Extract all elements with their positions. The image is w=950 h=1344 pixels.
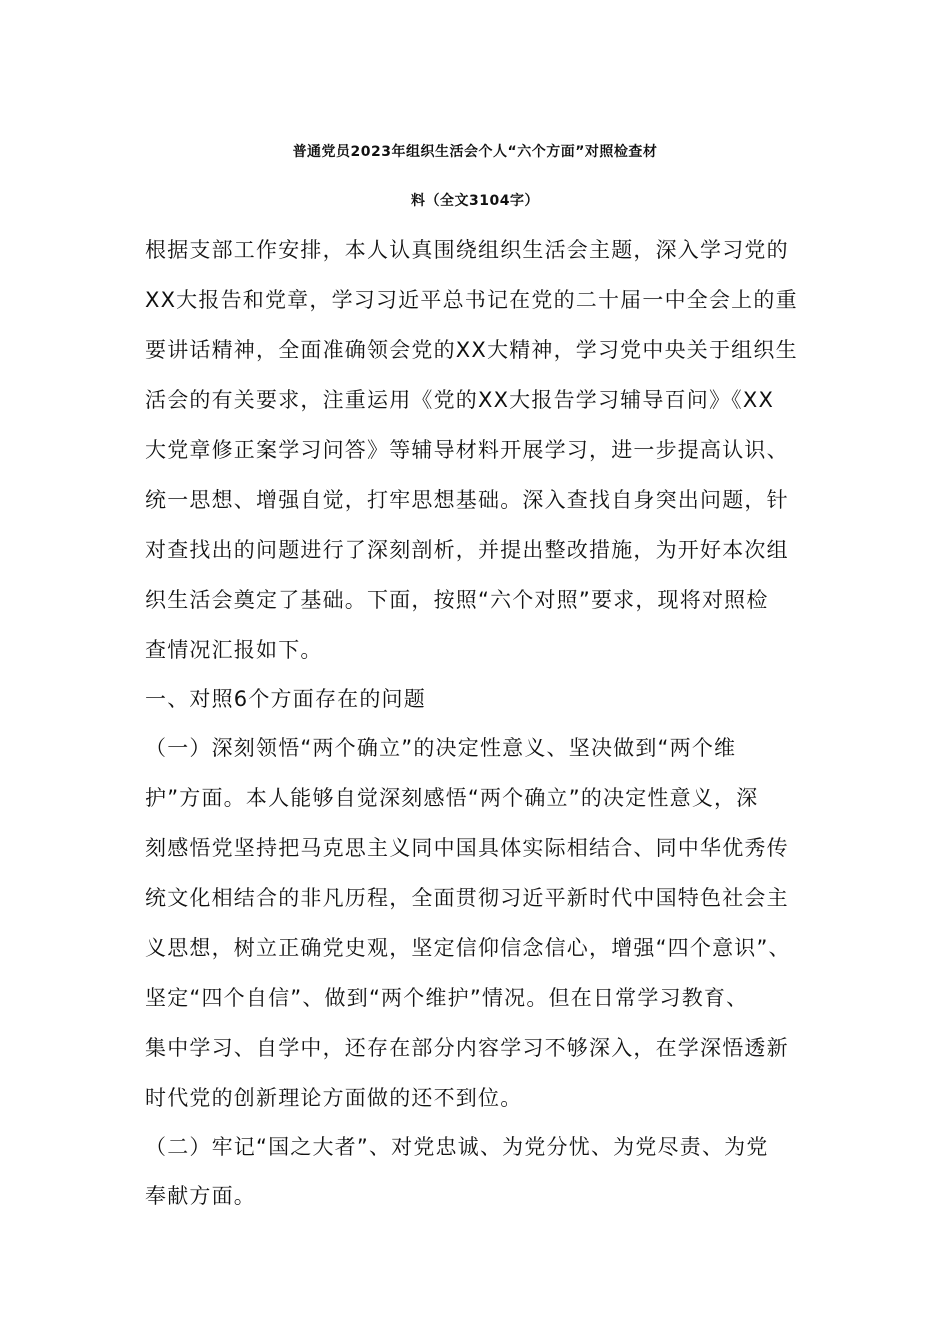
body-line: 坚定“四个自信”、做到“两个维护”情况。但在日常学习教育、 xyxy=(145,986,749,1010)
body-line: XX大报告和党章，学习习近平总书记在党的二十届一中全会上的重 xyxy=(145,288,798,312)
body-line: 要讲话精神，全面准确领会党的XX大精神，学习党中央关于组织生 xyxy=(145,338,798,362)
body-line: 护”方面。本人能够自觉深刻感悟“两个确立”的决定性意义，深 xyxy=(145,786,759,810)
body-line: 织生活会奠定了基础。下面，按照“六个对照”要求，现将对照检 xyxy=(145,588,769,612)
body-line: 时代党的创新理论方面做的还不到位。 xyxy=(145,1086,523,1110)
subsection-heading: （一）深刻领悟“两个确立”的决定性意义、坚决做到“两个维 xyxy=(145,736,737,760)
body-line: 刻感悟党坚持把马克思主义同中国具体实际相结合、同中华优秀传 xyxy=(145,836,789,860)
body-line: 查情况汇报如下。 xyxy=(145,638,323,662)
document-title-line-1: 普通党员2023年组织生活会个人“六个方面”对照检查材 xyxy=(292,144,658,160)
body-line: 统文化相结合的非凡历程，全面贯彻习近平新时代中国特色社会主 xyxy=(145,886,789,910)
body-line: 根据支部工作安排，本人认真围绕组织生活会主题，深入学习党的 xyxy=(145,238,789,262)
document-title-line-2: 料（全文3104字） xyxy=(411,193,539,209)
body-line: 活会的有关要求，注重运用《党的XX大报告学习辅导百问》《XX xyxy=(145,388,775,412)
body-line: 对查找出的问题进行了深刻剖析，并提出整改措施，为开好本次组 xyxy=(145,538,789,562)
body-line: 义思想，树立正确党史观，坚定信仰信念信心，增强“四个意识”、 xyxy=(145,936,791,960)
body-line: 统一思想、增强自觉，打牢思想基础。深入查找自身突出问题，针 xyxy=(145,488,789,512)
subsection-heading: （二）牢记“国之大者”、对党忠诚、为党分忧、为党尽责、为党 xyxy=(145,1135,769,1159)
body-line: 大党章修正案学习问答》等辅导材料开展学习，进一步提高认识、 xyxy=(145,438,789,462)
section-heading: 一、对照6个方面存在的问题 xyxy=(145,687,426,711)
body-line: 奉献方面。 xyxy=(145,1184,256,1208)
body-line: 集中学习、自学中，还存在部分内容学习不够深入，在学深悟透新 xyxy=(145,1036,789,1060)
